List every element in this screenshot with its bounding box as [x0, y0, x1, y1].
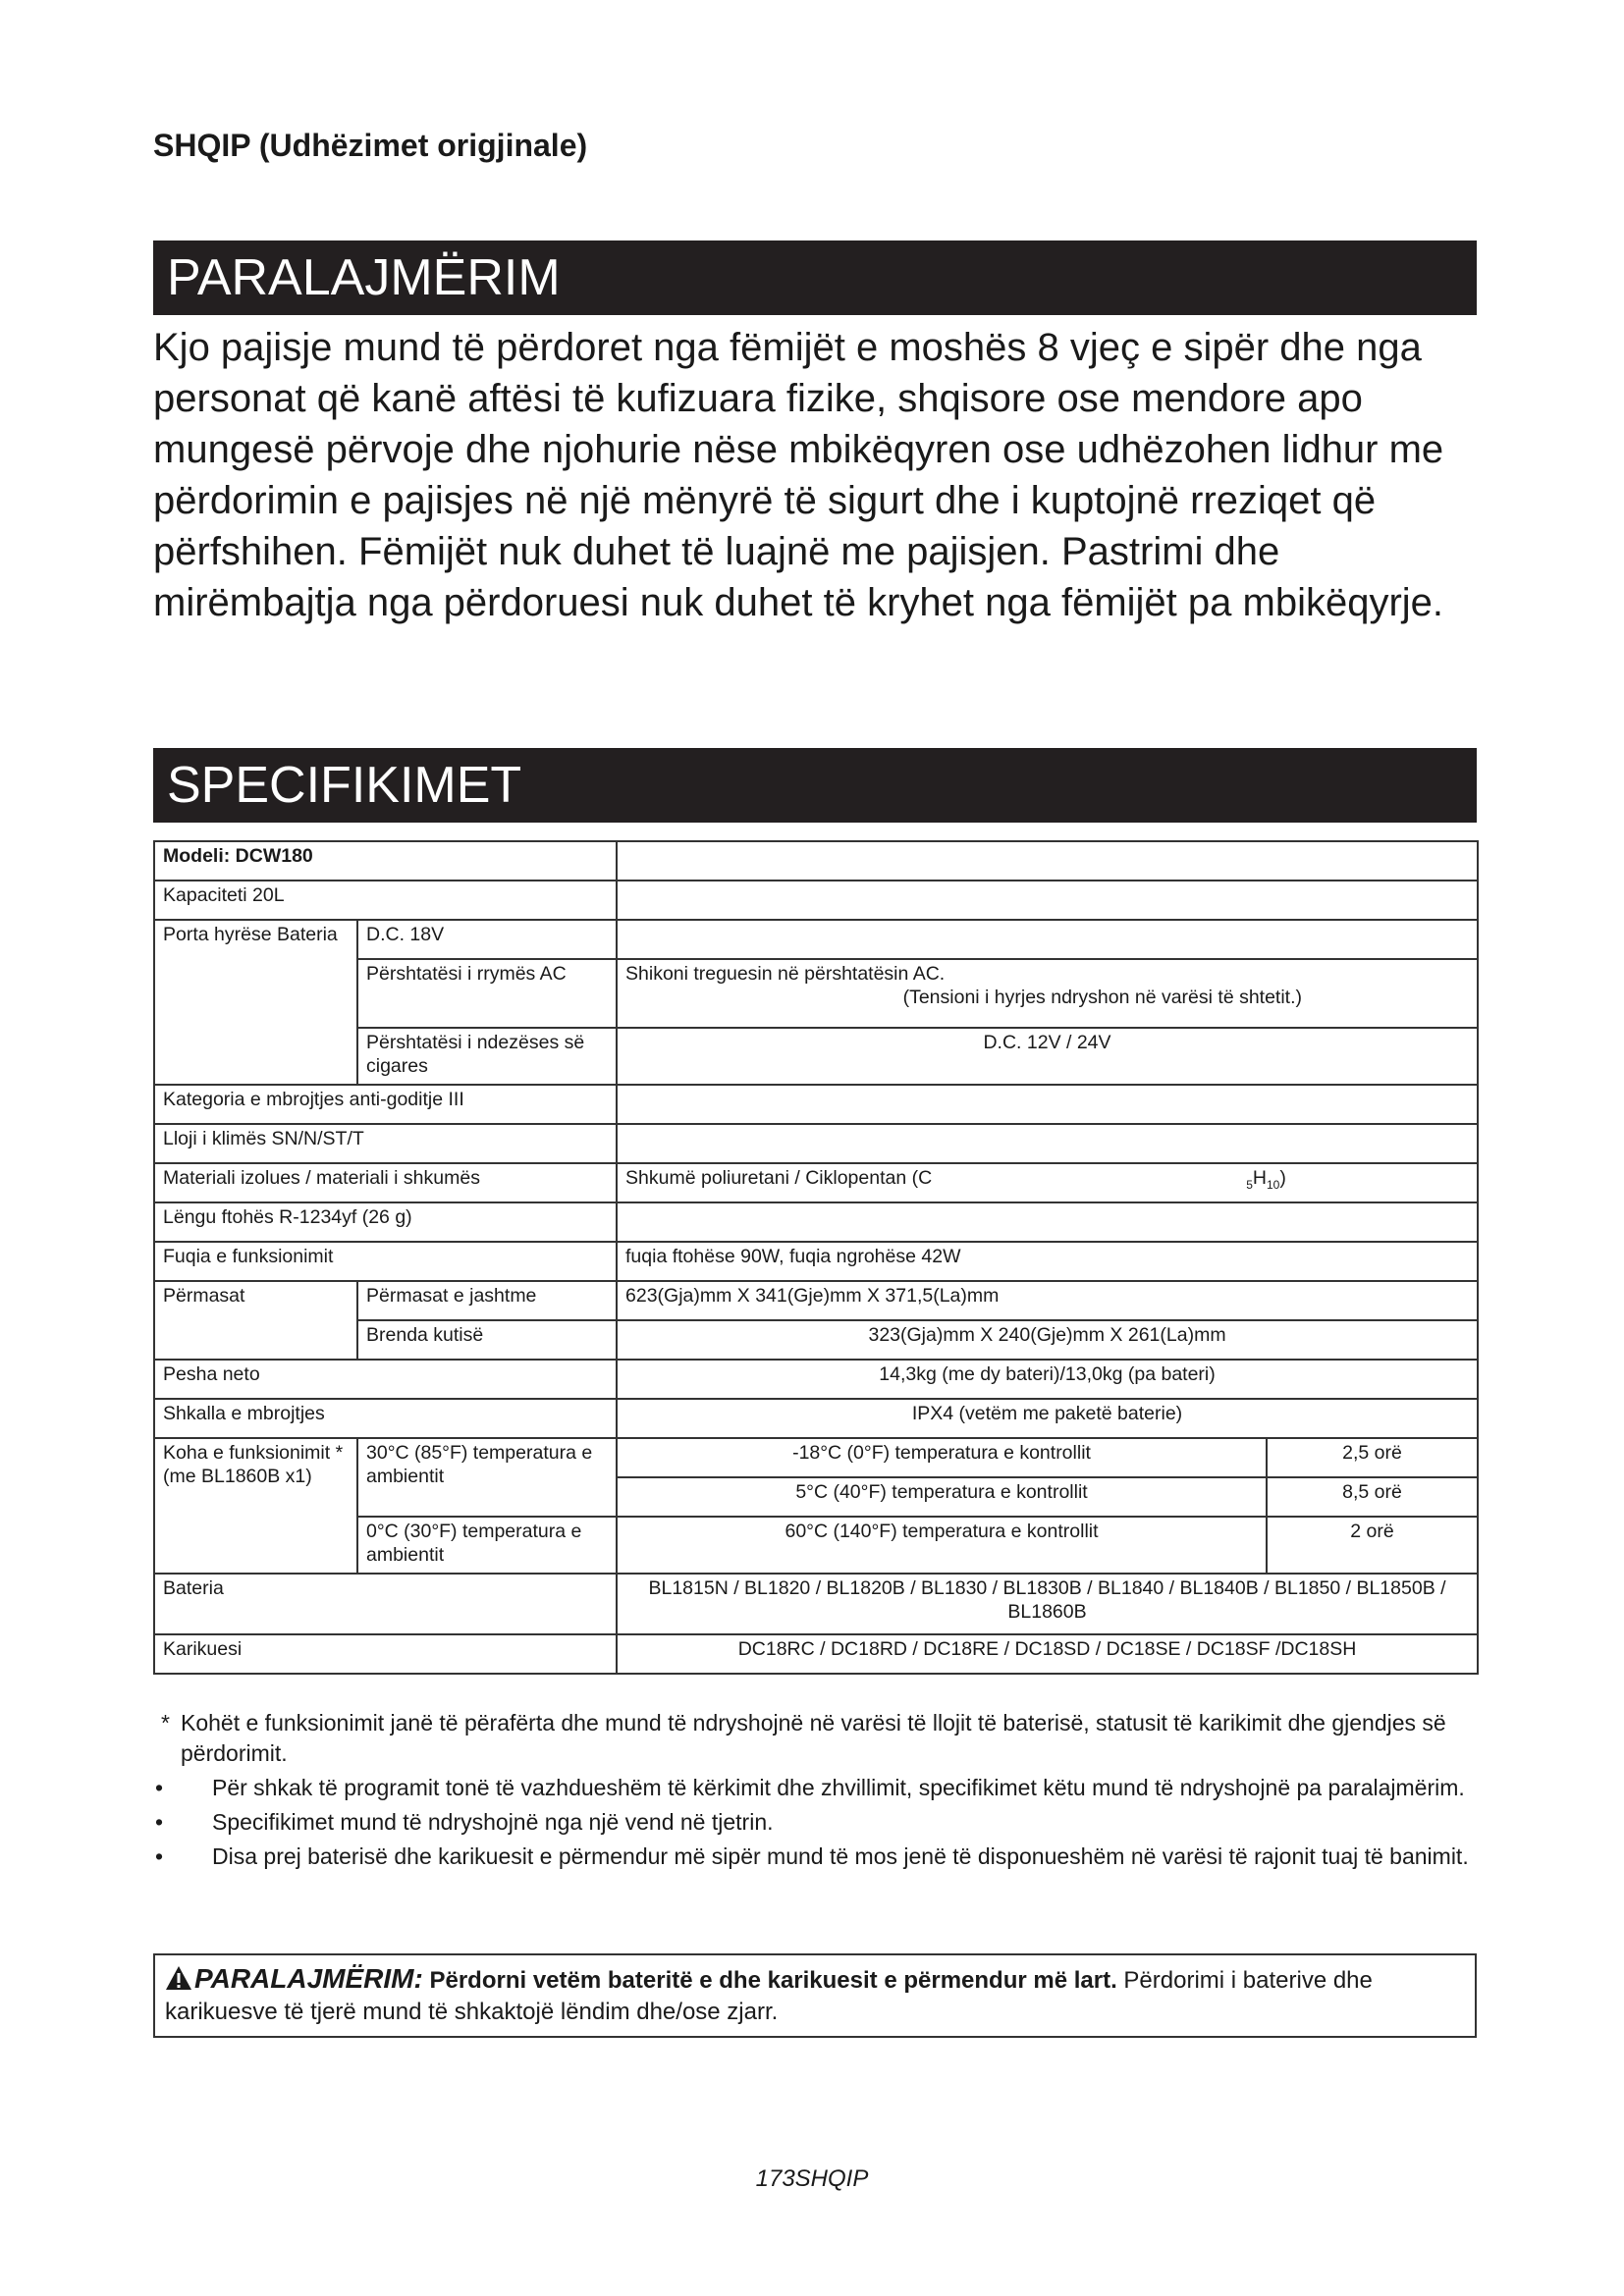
model-cell: Modeli: DCW180 — [154, 841, 617, 881]
page-title: SHQIP (Udhëzimet origjinale) — [153, 128, 588, 163]
table-row — [154, 1085, 1478, 1124]
table-row — [154, 1438, 1478, 1477]
table-row — [154, 1202, 1478, 1242]
inner-dims-value: 323(Gja)mm X 240(Gje)mm X 261(La)mm — [617, 1320, 1478, 1360]
dimensions-label: Përmasat — [154, 1281, 357, 1320]
spec-table — [153, 840, 1479, 1675]
charger-value: DC18RC / DC18RD / DC18RE / DC18SD / DC18SE / DC18SF /DC18SH — [617, 1634, 1478, 1674]
battery-warning-box — [153, 1953, 1477, 2038]
charger-label: Karikuesi — [154, 1634, 617, 1674]
note-item: • Disa prej baterisë dhe karikuesit e përmendur më sipër mund të mos jenë të disponueshëm në varësi të rajonit tuaj të banimit. — [155, 1843, 1469, 1869]
battery-list-value: BL1815N / BL1820 / BL1820B / BL1830 / BL1830B / BL1840 / BL1840B / BL1850 / BL1850B / BL1860B — [617, 1574, 1478, 1634]
table-row — [154, 1124, 1478, 1163]
insulation-label: Materiali izolues / materiali i shkumës — [154, 1163, 617, 1202]
page-number: 173SHQIP — [755, 2165, 869, 2192]
function-label: Fuqia e funksionimit — [154, 1242, 617, 1281]
input-port-cell: Porta hyrëse Bateria — [154, 920, 357, 959]
ac-adapter-value: Shikoni treguesin në përshtatësin AC. (Tensioni i hyrjes ndryshon në varësi të shtetit.) — [617, 959, 1478, 1028]
cigar-adapter-value: D.C. 12V / 24V — [617, 1028, 1478, 1085]
table-row — [154, 959, 1478, 1028]
table-row — [154, 1028, 1478, 1085]
function-value: fuqia ftohëse 90W, fuqia ngrohëse 42W — [617, 1242, 1478, 1281]
control-5-label: 5°C (40°F) temperatura e kontrollit — [617, 1477, 1267, 1517]
control-60-label: 60°C (140°F) temperatura e kontrollit — [617, 1517, 1267, 1574]
ambient0-label: 0°C (30°F) temperatura e ambientit — [357, 1517, 617, 1574]
spec-notes — [153, 1708, 1479, 1876]
runtime-label: Koha e funksionimit * (me BL1860B x1) — [154, 1438, 357, 1574]
ac-adapter-label: Përshtatësi i rrymës AC — [357, 959, 617, 1028]
control-60-value: 2 orë — [1267, 1517, 1478, 1574]
outer-dims-label: Përmasat e jashtme — [357, 1281, 617, 1320]
control-minus18-label: -18°C (0°F) temperatura e kontrollit — [617, 1438, 1267, 1477]
net-weight-value: 14,3kg (me dy bateri)/13,0kg (pa bateri) — [617, 1360, 1478, 1399]
battery-list-label: Bateria — [154, 1574, 617, 1634]
warning-paragraph: Kjo pajisje mund të përdoret nga fëmijët e moshës 8 vjeç e sipër dhe nga personat që kanë aftësi të kufizuara fizike, shqisore ose mendore apo mungesë përvoje dhe njohurie nëse mbikëqyren ose udhëzohen lidhur me përdorimin e pajisjes në një mënyrë të sigurt dhe i kuptojnë rreziqet që përfshihen. Fëmijët nuk duhet të luajnë me pajisjen. Pastrimi dhe mirëmbajtja nga përdoruesi nuk duhet të kryhet nga fëmijët pa mbikëqyrje. — [153, 326, 1444, 624]
inner-dims-label: Brenda kutisë — [357, 1320, 617, 1360]
cigar-adapter-label: Përshtatësi i ndezëses së cigares — [357, 1028, 617, 1085]
control-minus18-value: 2,5 orë — [1267, 1438, 1478, 1477]
net-weight-label: Pesha neto — [154, 1360, 617, 1399]
note-item: • Specifikimet mund të ndryshojnë nga një vend në tjetrin. — [155, 1809, 774, 1835]
note-item: * Kohët e funksionimit janë të përafërta dhe mund të ndryshojnë në varësi të llojit të baterisë, statusit të karikimit dhe gjendjes së përdorimit. — [161, 1710, 1446, 1766]
warning-section-title: PARALAJMËRIM — [153, 240, 1477, 315]
refrigerant-cell: Lëngu ftohës R-1234yf (26 g) — [154, 1202, 617, 1242]
table-row — [154, 1163, 1478, 1202]
table-row — [154, 1320, 1478, 1360]
table-row — [154, 1634, 1478, 1674]
table-row — [154, 920, 1478, 959]
table-row — [154, 1281, 1478, 1320]
protection-label: Shkalla e mbrojtjes — [154, 1399, 617, 1438]
warning-label: PARALAJMËRIM: — [194, 1963, 423, 1994]
spec-section-title: SPECIFIKIMET — [153, 748, 1477, 823]
table-row — [154, 1360, 1478, 1399]
warning-text: Përdorimi i baterive dhe karikuesve të tjerë mund të shkaktojë lëndim dhe/ose zjarr. — [165, 1967, 1373, 2025]
climate-type-cell: Lloji i klimës SN/N/ST/T — [154, 1124, 617, 1163]
table-row — [154, 881, 1478, 920]
table-row — [154, 1242, 1478, 1281]
capacity-cell: Kapaciteti 20L — [154, 881, 617, 920]
note-item: • Për shkak të programit tonë të vazhdueshëm të kërkimit dhe zhvillimit, specifikimet këtu mund të ndryshojnë pa paralajmërim. — [155, 1775, 1465, 1800]
control-5-value: 8,5 orë — [1267, 1477, 1478, 1517]
shock-class-cell: Kategoria e mbrojtjes anti-goditje III — [154, 1085, 617, 1124]
battery-voltage-cell: D.C. 18V — [357, 920, 617, 959]
table-row — [154, 1574, 1478, 1634]
table-row — [154, 841, 1478, 881]
warning-bold-text: Përdorni vetëm bateritë e dhe karikuesit e përmendur më lart. — [429, 1967, 1117, 1994]
outer-dims-value: 623(Gja)mm X 341(Gje)mm X 371,5(La)mm — [617, 1281, 1478, 1320]
ambient30-label: 30°C (85°F) temperatura e ambientit — [357, 1438, 617, 1517]
table-row — [154, 1399, 1478, 1438]
insulation-value: Shkumë poliuretani / Ciklopentan (C $_5H_{10}$) — [617, 1163, 1478, 1202]
protection-value: IPX4 (vetëm me paketë baterie) — [617, 1399, 1478, 1438]
warning-triangle-icon — [165, 1965, 192, 1991]
